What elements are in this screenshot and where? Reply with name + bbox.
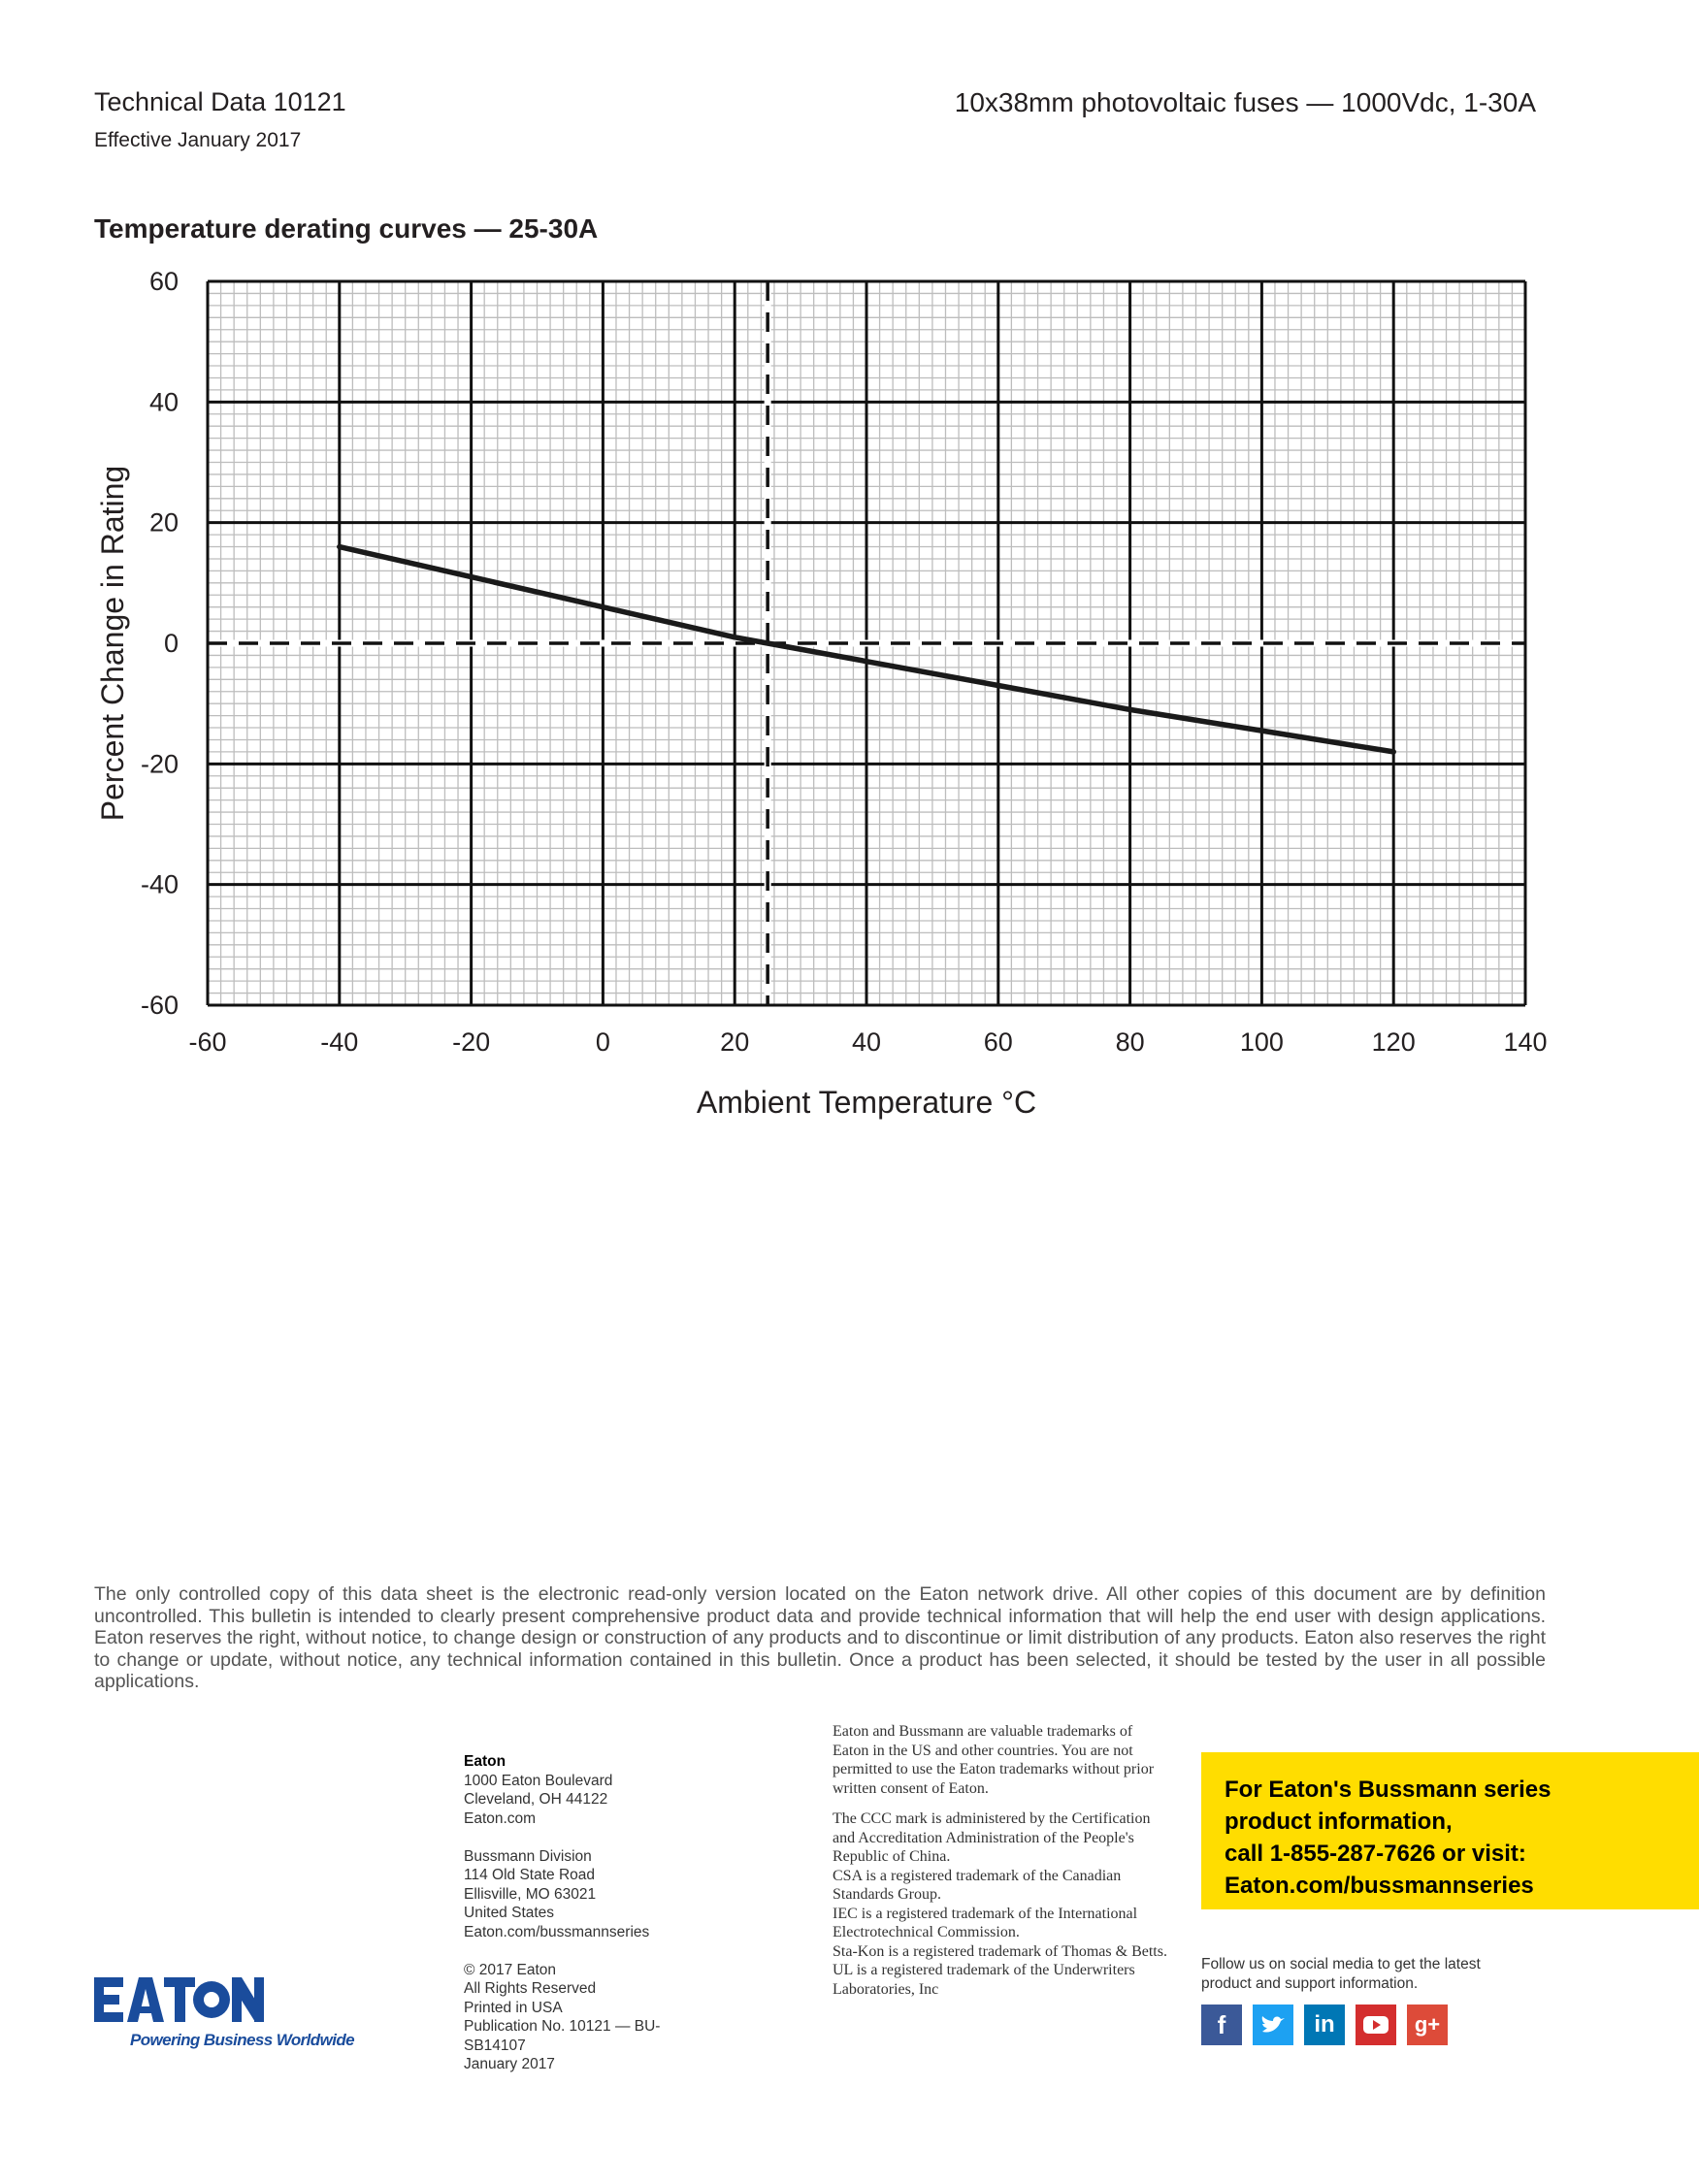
- address-line: United States: [464, 1905, 555, 1921]
- eaton-wordmark: [94, 1975, 264, 2026]
- address-line: Eaton.com/bussmannseries: [464, 1923, 650, 1940]
- logo-tagline: Powering Business Worldwide: [130, 2031, 354, 2049]
- trademark-note: UL is a registered trademark of the Underwriters Laboratories, Inc: [833, 1962, 1135, 1998]
- twitter-icon[interactable]: [1253, 2005, 1293, 2045]
- trademark-note: IEC is a registered trademark of the International Electrotechnical Commission.: [833, 1905, 1138, 1940]
- y-tick-label: 60: [148, 267, 179, 296]
- promo-line: call: [1225, 1841, 1270, 1867]
- copyright-line: All Rights Reserved: [464, 1980, 597, 1997]
- chart-title: Temperature derating curves — 25-30A: [94, 213, 599, 244]
- facebook-icon[interactable]: f: [1201, 2005, 1242, 2045]
- youtube-icon[interactable]: [1356, 2005, 1396, 2045]
- address-line: Eaton.com: [464, 1809, 537, 1827]
- y-tick-label: 0: [163, 629, 179, 658]
- x-tick-label: 100: [1239, 1027, 1284, 1057]
- product-title: 10x38mm photovoltaic fuses — 1000Vdc, 1-30A: [954, 87, 1536, 117]
- trademark-note: The CCC mark is administered by the Certification and Accreditation Administration of the People's Republic of China.: [833, 1810, 1151, 1865]
- trademark-note: Sta-Kon is a registered trademark of Thomas & Betts.: [833, 1942, 1167, 1960]
- address-block: [464, 1752, 716, 2074]
- y-tick-label: 40: [148, 387, 179, 417]
- trademark-note: Eaton and Bussmann are valuable trademarks of Eaton in the US and other countries. You are not permitted to use the Eaton trademarks without prior written consent of Eaton.: [833, 1723, 1155, 1797]
- x-tick-label: -60: [188, 1027, 227, 1057]
- trademark-note: CSA is a registered trademark of the Canadian Standards Group.: [833, 1867, 1122, 1903]
- copyright-line: Printed in USA: [464, 1999, 563, 2016]
- effective-date: Effective January 2017: [94, 129, 302, 151]
- x-tick-label: 20: [720, 1027, 750, 1057]
- x-tick-label: 120: [1371, 1027, 1416, 1057]
- x-tick-label: -40: [320, 1027, 359, 1057]
- publication-number: Publication No. 10121 — BU-SB14107: [464, 2018, 661, 2054]
- y-tick-label: -60: [140, 991, 179, 1020]
- x-tick-label: 140: [1503, 1027, 1548, 1057]
- address-line: 1000 Eaton Boulevard: [464, 1772, 613, 1789]
- eaton-logo: [94, 1975, 264, 2031]
- social-text: Follow us on social media to get the latest product and support information.: [1201, 1956, 1481, 1992]
- x-tick-label: 80: [1115, 1027, 1145, 1057]
- x-axis-label: Ambient Temperature °C: [696, 1085, 1037, 1120]
- phone-link[interactable]: 1-855-287-7626: [1269, 1841, 1436, 1867]
- doc-id: Technical Data 10121: [94, 87, 346, 116]
- address-line: 114 Old State Road: [464, 1867, 595, 1883]
- trademark-block: [833, 1722, 1167, 1999]
- x-tick-label: -20: [452, 1027, 491, 1057]
- y-tick-label: -40: [140, 869, 179, 899]
- address-company: Eaton: [464, 1753, 506, 1770]
- x-tick-label: 60: [983, 1027, 1013, 1057]
- promo-url-link[interactable]: Eaton.com/bussmannseries: [1225, 1873, 1534, 1899]
- copyright-line: © 2017 Eaton: [464, 1961, 557, 1978]
- address-line: Cleveland, OH 44122: [464, 1791, 608, 1808]
- x-tick-label: 0: [595, 1027, 610, 1057]
- address-line: Bussmann Division: [464, 1847, 592, 1865]
- googleplus-icon[interactable]: g+: [1407, 2005, 1448, 2045]
- address-line: Ellisville, MO 63021: [464, 1885, 597, 1903]
- linkedin-icon[interactable]: in: [1304, 2005, 1345, 2045]
- promo-line: product information,: [1225, 1809, 1453, 1835]
- publication-date: January 2017: [464, 2056, 555, 2072]
- promo-line: or visit:: [1435, 1841, 1526, 1867]
- promo-line: For Eaton's Bussmann series: [1225, 1777, 1552, 1803]
- promo-box: [1201, 1752, 1699, 1909]
- disclaimer: The only controlled copy of this data sheet is the electronic read-only version located on the Eaton network drive. All other copies of this document are by definition uncontrolled. This bulletin is intended to clearly present comprehensive product data and provide technical information that will help the end user with design applications. Eaton reserves the right, without notice, to change design or construction of any products and to discontinue or limit distribution of any products. Eaton also reserves the right to change or update, without notice, any technical information contained in this bulletin. Once a product has been selected, it should be tested by the user in all possible applications.: [94, 1583, 1546, 1692]
- x-tick-label: 40: [851, 1027, 882, 1057]
- y-tick-label: 20: [148, 507, 179, 538]
- y-axis-label: Percent Change in Rating: [95, 465, 130, 822]
- y-tick-label: -20: [140, 749, 179, 779]
